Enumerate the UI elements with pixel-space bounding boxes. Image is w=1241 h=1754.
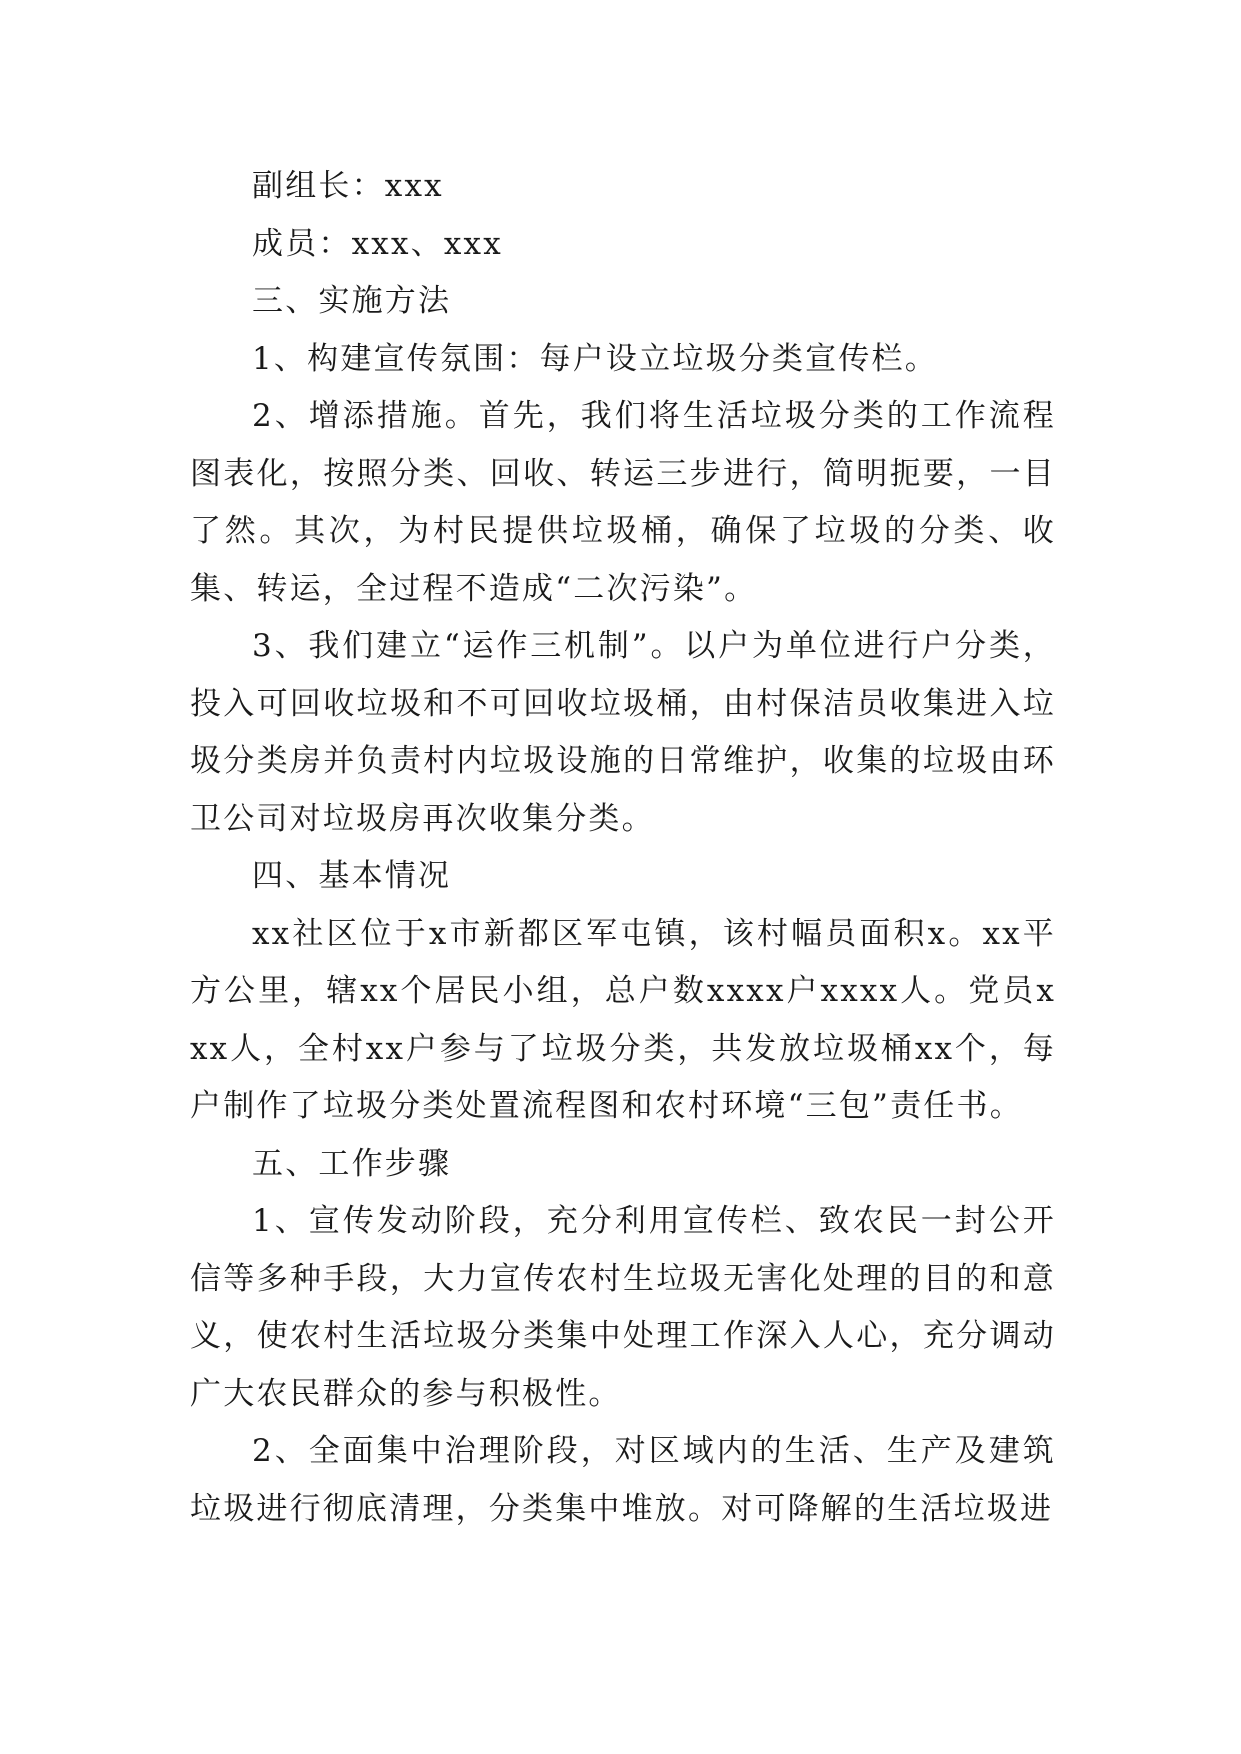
members-line: 成员：xxx、xxx (252, 225, 503, 262)
paragraph-measures: 2、增添措施。首先，我们将生活垃圾分类的工作流程图表化，按照分类、回收、转运三步进行，简明扼要，一目了然。其次，为村民提供垃圾桶，确保了垃圾的分类、收集、转运，全过程不造成“二次污染”。 (190, 398, 1056, 607)
paragraph-community-info: xx社区位于x市新都区军屯镇，该村幅员面积x。xx平方公里，辖xx个居民小组，总户数xxxx户xxxx人。党员xxx人，全村xx户参与了垃圾分类，共发放垃圾桶xx个，每户制作了垃圾分类处置流程图和农村环境“三包”责任书。 (190, 915, 1056, 1124)
section-heading-basic-situation: 四、基本情况 (252, 858, 452, 894)
paragraph-publicity: 1、构建宣传氛围：每户设立垃圾分类宣传栏。 (252, 340, 938, 377)
paragraph-mechanism: 3、我们建立“运作三机制”。以户为单位进行户分类，投入可回收垃圾和不可回收垃圾桶，由村保洁员收集进入垃圾分类房并负责村内垃圾设施的日常维护，收集的垃圾由环卫公司对垃圾房再次收集分类。 (190, 628, 1056, 837)
paragraph-mobilization-stage: 1、宣传发动阶段，充分利用宣传栏、致农民一封公开信等多种手段，大力宣传农村生垃圾无害化处理的目的和意义，使农村生活垃圾分类集中处理工作深入人心，充分调动广大农民群众的参与积极性。 (190, 1203, 1056, 1412)
section-heading-work-steps: 五、工作步骤 (252, 1145, 452, 1182)
paragraph-treatment-stage: 2、全面集中治理阶段，对区域内的生活、生产及建筑垃圾进行彻底清理，分类集中堆放。对可降解的生活垃圾进 (190, 1433, 1056, 1527)
document-body (190, 158, 1056, 1538)
deputy-leader-line: 副组长：xxx (252, 168, 444, 204)
section-heading-implementation: 三、实施方法 (252, 283, 452, 319)
